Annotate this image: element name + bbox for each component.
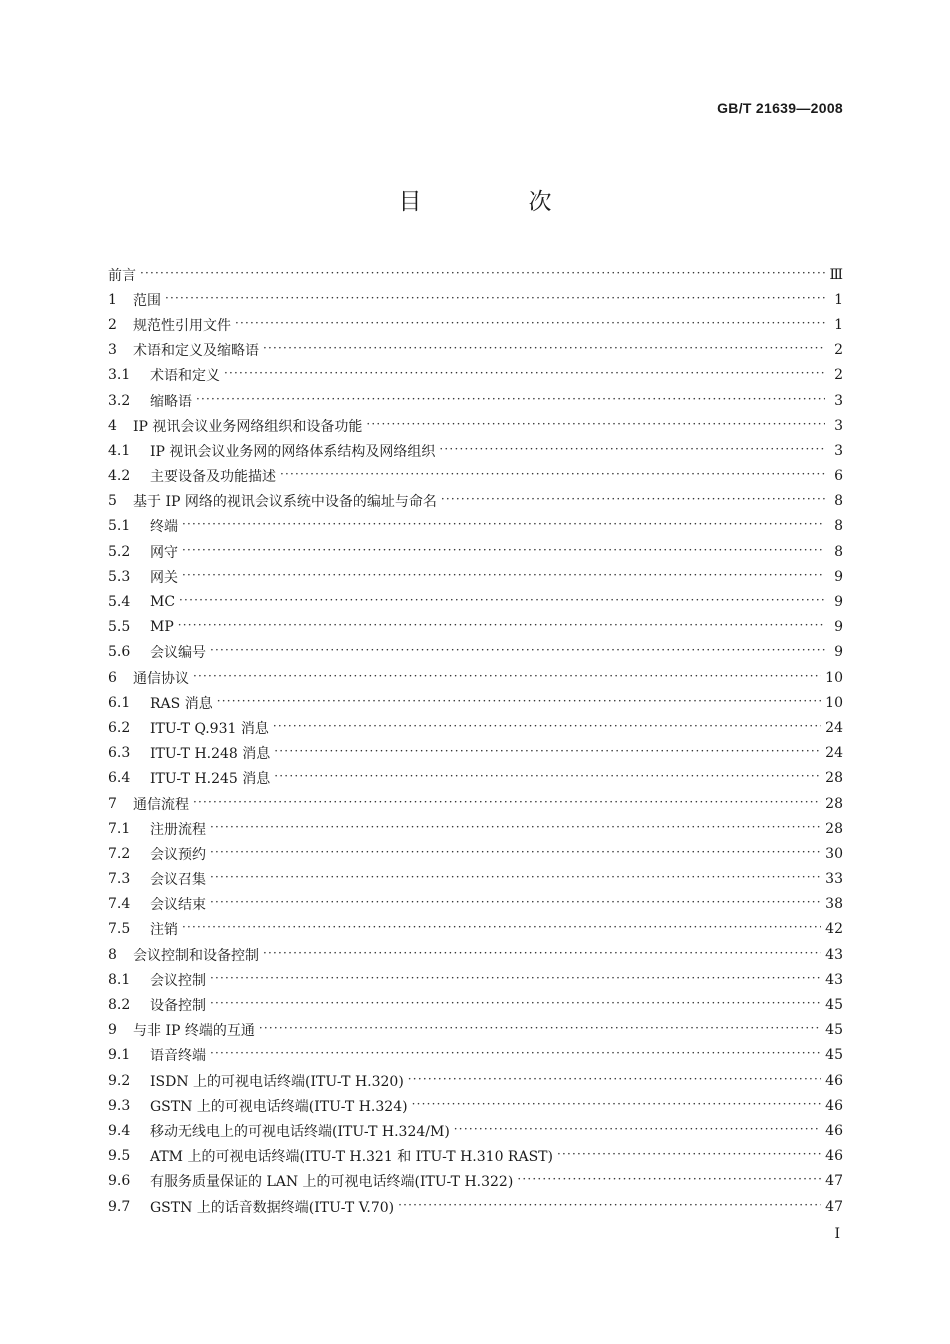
table-of-contents xyxy=(108,262,843,1219)
toc-entry-label: 语音终端 xyxy=(150,1048,206,1065)
toc-entry-label: 范围 xyxy=(133,292,161,309)
toc-entry-number: 5.4 xyxy=(108,594,131,611)
toc-entry-label: GSTN 上的话音数据终端(ITU-T V.70) xyxy=(150,1199,395,1216)
toc-entry-page: 2 xyxy=(834,342,843,359)
toc-entry-page: 9 xyxy=(834,594,843,611)
toc-leader-dots xyxy=(274,744,821,762)
toc-entry-number: 9 xyxy=(108,1022,117,1039)
toc-entry-label: 有服务质量保证的 LAN 上的可视电话终端(ITU-T H.322) xyxy=(150,1174,514,1191)
toc-leader-dots xyxy=(182,543,825,561)
toc-entry-label: 通信流程 xyxy=(133,796,189,813)
toc-entry-number: 7 xyxy=(108,795,117,812)
page-title: 目 次 xyxy=(398,189,594,215)
toc-entry-number: 8.1 xyxy=(108,971,131,988)
toc-leader-dots xyxy=(441,492,825,510)
toc-entry-number: 7.4 xyxy=(108,896,131,913)
toc-entry-page: 46 xyxy=(825,1072,843,1089)
toc-entry-page: 28 xyxy=(825,770,843,787)
toc-entry-label: 会议编号 xyxy=(150,645,206,662)
toc-entry-page: 47 xyxy=(825,1173,843,1190)
toc-leader-dots xyxy=(398,1198,821,1216)
toc-entry-page: 46 xyxy=(825,1122,843,1139)
toc-entry[interactable] xyxy=(108,312,843,337)
toc-leader-dots xyxy=(210,996,821,1014)
toc-entry[interactable] xyxy=(108,892,843,917)
toc-entry-page: 46 xyxy=(825,1097,843,1114)
toc-entry-number: 8 xyxy=(108,946,117,963)
toc-entry-number: 9.6 xyxy=(108,1173,131,1190)
toc-entry-number: 3 xyxy=(108,342,117,359)
toc-entry-page: 24 xyxy=(825,745,843,762)
toc-leader-dots xyxy=(235,316,825,334)
toc-leader-dots xyxy=(210,870,821,888)
toc-entry-page: 43 xyxy=(825,971,843,988)
toc-entry-page: 45 xyxy=(825,1047,843,1064)
toc-entry-number: 6.1 xyxy=(108,694,131,711)
toc-entry[interactable] xyxy=(108,816,843,841)
toc-entry-label: IP 视讯会议业务网络组织和设备功能 xyxy=(133,418,363,435)
toc-leader-dots xyxy=(210,1046,821,1064)
toc-entry-label: 注册流程 xyxy=(150,821,206,838)
toc-entry-label: IP 视讯会议业务网的网络体系结构及网络组织 xyxy=(150,443,436,460)
toc-entry-number: 7.1 xyxy=(108,820,131,837)
toc-leader-dots xyxy=(259,1021,821,1039)
toc-entry-page: 9 xyxy=(834,568,843,585)
toc-entry-page: 45 xyxy=(825,997,843,1014)
toc-entry-label: MP xyxy=(150,619,174,636)
toc-entry[interactable] xyxy=(108,967,843,992)
toc-entry-label: ITU-T H.245 消息 xyxy=(150,771,271,788)
toc-leader-dots xyxy=(210,895,821,913)
toc-entry-number: 4.1 xyxy=(108,442,131,459)
toc-entry-number: 5 xyxy=(108,493,117,510)
toc-entry-page: 8 xyxy=(834,543,843,560)
toc-entry-number: 4 xyxy=(108,417,117,434)
toc-entry[interactable] xyxy=(108,665,843,690)
toc-entry-number: 9.4 xyxy=(108,1122,131,1139)
toc-entry[interactable] xyxy=(108,388,843,413)
toc-entry-page: 10 xyxy=(825,669,843,686)
toc-leader-dots xyxy=(165,291,825,309)
toc-entry-label: MC xyxy=(150,594,176,611)
toc-entry[interactable] xyxy=(108,539,843,564)
toc-entry-number: 7.2 xyxy=(108,845,131,862)
toc-leader-dots xyxy=(412,1097,822,1115)
toc-entry[interactable] xyxy=(108,1118,843,1143)
toc-leader-dots xyxy=(178,618,825,636)
toc-entry-page: 45 xyxy=(825,1022,843,1039)
toc-entry-page: 42 xyxy=(825,921,843,938)
toc-entry[interactable] xyxy=(108,841,843,866)
toc-leader-dots xyxy=(280,467,825,485)
toc-entry[interactable] xyxy=(108,715,843,740)
toc-entry-label: 网守 xyxy=(150,544,178,561)
toc-entry-number: 7.3 xyxy=(108,871,131,888)
toc-entry-page: 2 xyxy=(834,367,843,384)
toc-entry-label: 设备控制 xyxy=(150,998,206,1015)
toc-entry-page: 43 xyxy=(825,946,843,963)
toc-entry-number: 9.7 xyxy=(108,1198,131,1215)
toc-entry-number: 9.5 xyxy=(108,1148,131,1165)
toc-leader-dots xyxy=(210,845,821,863)
toc-entry[interactable] xyxy=(108,262,843,287)
toc-leader-dots xyxy=(557,1147,821,1165)
toc-leader-dots xyxy=(263,946,821,964)
toc-entry[interactable] xyxy=(108,917,843,942)
toc-entry-label: 规范性引用文件 xyxy=(133,317,231,334)
toc-leader-dots xyxy=(182,517,825,535)
toc-leader-dots xyxy=(182,568,825,586)
toc-entry-label: 会议控制和设备控制 xyxy=(133,947,259,964)
toc-entry-page: 8 xyxy=(834,493,843,510)
toc-entry-page: 47 xyxy=(825,1198,843,1215)
toc-entry-page: 33 xyxy=(825,871,843,888)
toc-entry[interactable] xyxy=(108,363,843,388)
toc-entry-number: 9.3 xyxy=(108,1097,131,1114)
toc-entry[interactable] xyxy=(108,615,843,640)
toc-entry-page: 3 xyxy=(834,417,843,434)
toc-entry[interactable] xyxy=(108,514,843,539)
toc-entry[interactable] xyxy=(108,741,843,766)
toc-entry-page: 28 xyxy=(825,795,843,812)
toc-leader-dots xyxy=(179,593,825,611)
toc-entry-label: GSTN 上的可视电话终端(ITU-T H.324) xyxy=(150,1098,408,1115)
toc-leader-dots xyxy=(263,341,825,359)
toc-entry-number: 6.3 xyxy=(108,745,131,762)
toc-entry-label: 前言 xyxy=(108,267,136,284)
toc-entry-number: 6.4 xyxy=(108,770,131,787)
toc-entry-label: 术语和定义及缩略语 xyxy=(133,343,259,360)
toc-entry-label: 缩略语 xyxy=(150,393,192,410)
toc-entry-label: 网关 xyxy=(150,569,178,586)
toc-entry-number: 2 xyxy=(108,316,117,333)
toc-entry[interactable] xyxy=(108,766,843,791)
toc-entry-label: 主要设备及功能描述 xyxy=(150,469,276,486)
toc-entry-page: 30 xyxy=(825,845,843,862)
toc-entry-label: RAS 消息 xyxy=(150,695,213,712)
toc-entry-page: 46 xyxy=(825,1148,843,1165)
toc-entry[interactable] xyxy=(108,1068,843,1093)
toc-entry-number: 5.5 xyxy=(108,619,131,636)
toc-entry-page: 38 xyxy=(825,896,843,913)
toc-entry-label: ITU-T H.248 消息 xyxy=(150,746,271,763)
toc-entry[interactable] xyxy=(108,338,843,363)
toc-entry-number: 6.2 xyxy=(108,719,131,736)
toc-entry[interactable] xyxy=(108,413,843,438)
toc-entry-page: 9 xyxy=(834,644,843,661)
toc-leader-dots xyxy=(140,266,825,284)
toc-entry-number: 5.1 xyxy=(108,518,131,535)
toc-entry[interactable] xyxy=(108,1018,843,1043)
toc-entry-page: 28 xyxy=(825,820,843,837)
toc-entry-label: 基于 IP 网络的视讯会议系统中设备的编址与命名 xyxy=(133,494,437,511)
toc-leader-dots xyxy=(439,442,825,460)
toc-leader-dots xyxy=(217,694,821,712)
toc-entry[interactable] xyxy=(108,1194,843,1219)
toc-leader-dots xyxy=(517,1172,821,1190)
toc-entry-page: 1 xyxy=(834,316,843,333)
toc-leader-dots xyxy=(182,920,821,938)
toc-entry-label: 会议召集 xyxy=(150,872,206,889)
toc-entry-label: 会议预约 xyxy=(150,846,206,863)
toc-entry-page: Ⅲ xyxy=(829,266,843,283)
toc-entry[interactable] xyxy=(108,564,843,589)
toc-entry-page: 6 xyxy=(834,468,843,485)
page-folio: I xyxy=(834,1226,840,1242)
toc-leader-dots xyxy=(274,769,821,787)
toc-entry-number: 6 xyxy=(108,669,117,686)
toc-entry-number: 3.2 xyxy=(108,392,131,409)
standard-number: GB/T 21639—2008 xyxy=(717,100,843,116)
toc-entry-page: 24 xyxy=(825,719,843,736)
toc-entry[interactable] xyxy=(108,942,843,967)
toc-entry-page: 1 xyxy=(834,291,843,308)
toc-leader-dots xyxy=(193,669,821,687)
toc-entry-page: 8 xyxy=(834,518,843,535)
toc-entry-number: 3.1 xyxy=(108,367,131,384)
toc-entry-number: 7.5 xyxy=(108,921,131,938)
toc-entry-label: 与非 IP 终端的互通 xyxy=(133,1023,255,1040)
toc-entry-label: 终端 xyxy=(150,519,178,536)
toc-entry-label: 会议控制 xyxy=(150,972,206,989)
toc-entry[interactable] xyxy=(108,1169,843,1194)
toc-entry-number: 5.3 xyxy=(108,568,131,585)
toc-entry-number: 5.2 xyxy=(108,543,131,560)
toc-entry-label: ISDN 上的可视电话终端(ITU-T H.320) xyxy=(150,1073,404,1090)
toc-entry[interactable] xyxy=(108,1144,843,1169)
toc-entry[interactable] xyxy=(108,640,843,665)
toc-entry-page: 9 xyxy=(834,619,843,636)
toc-leader-dots xyxy=(273,719,821,737)
toc-entry-label: 术语和定义 xyxy=(150,368,220,385)
toc-entry-number: 4.2 xyxy=(108,468,131,485)
toc-entry[interactable] xyxy=(108,867,843,892)
toc-entry-number: 1 xyxy=(108,291,117,308)
toc-entry-page: 3 xyxy=(834,442,843,459)
toc-entry-number: 9.1 xyxy=(108,1047,131,1064)
toc-leader-dots xyxy=(210,643,825,661)
toc-entry-number: 8.2 xyxy=(108,997,131,1014)
toc-leader-dots xyxy=(193,795,821,813)
toc-entry-label: ATM 上的可视电话终端(ITU-T H.321 和 ITU-T H.310 RAST) xyxy=(150,1149,553,1166)
toc-leader-dots xyxy=(454,1122,821,1140)
toc-leader-dots xyxy=(366,417,825,435)
toc-entry[interactable] xyxy=(108,464,843,489)
toc-entry-number: 9.2 xyxy=(108,1072,131,1089)
toc-entry-label: 注销 xyxy=(150,922,178,939)
toc-entry-label: 移动无线电上的可视电话终端(ITU-T H.324/M) xyxy=(150,1123,450,1140)
toc-entry-number: 5.6 xyxy=(108,644,131,661)
toc-entry[interactable] xyxy=(108,589,843,614)
toc-entry[interactable] xyxy=(108,690,843,715)
toc-entry-label: 会议结束 xyxy=(150,897,206,914)
toc-entry-page: 10 xyxy=(825,694,843,711)
toc-leader-dots xyxy=(210,820,821,838)
toc-entry-label: ITU-T Q.931 消息 xyxy=(150,720,269,737)
toc-leader-dots xyxy=(210,971,821,989)
toc-entry[interactable] xyxy=(108,1043,843,1068)
toc-entry[interactable] xyxy=(108,489,843,514)
toc-entry[interactable] xyxy=(108,1093,843,1118)
toc-leader-dots xyxy=(224,366,825,384)
toc-entry-page: 3 xyxy=(834,392,843,409)
toc-entry-label: 通信协议 xyxy=(133,670,189,687)
toc-leader-dots xyxy=(408,1072,821,1090)
toc-entry[interactable] xyxy=(108,791,843,816)
toc-entry[interactable] xyxy=(108,992,843,1017)
toc-leader-dots xyxy=(196,392,825,410)
toc-entry[interactable] xyxy=(108,287,843,312)
toc-entry[interactable] xyxy=(108,438,843,463)
